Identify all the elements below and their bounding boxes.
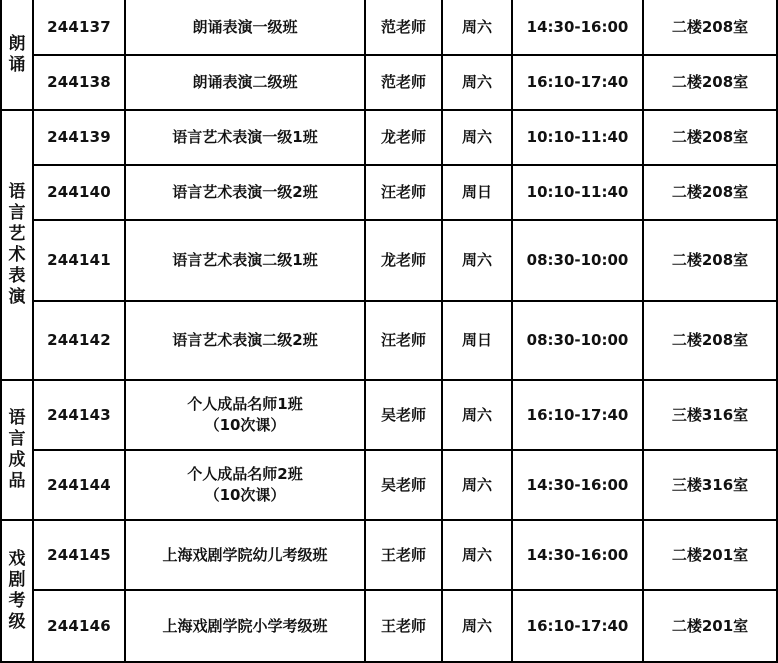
table-row bbox=[1, 380, 777, 450]
teacher: 龙老师 bbox=[365, 110, 442, 165]
room: 二楼208室 bbox=[643, 220, 777, 301]
weekday: 周六 bbox=[442, 220, 512, 301]
time: 16:10-17:40 bbox=[512, 380, 643, 450]
time: 08:30-10:00 bbox=[512, 301, 643, 380]
time: 14:30-16:00 bbox=[512, 520, 643, 590]
weekday: 周六 bbox=[442, 0, 512, 55]
room: 二楼201室 bbox=[643, 590, 777, 662]
teacher: 范老师 bbox=[365, 55, 442, 110]
category-cell bbox=[1, 0, 33, 110]
class-name: 语言艺术表演一级1班 bbox=[125, 110, 365, 165]
weekday: 周六 bbox=[442, 450, 512, 520]
time: 08:30-10:00 bbox=[512, 220, 643, 301]
room: 三楼316室 bbox=[643, 380, 777, 450]
class-name: 朗诵表演二级班 bbox=[125, 55, 365, 110]
table-row bbox=[1, 220, 777, 301]
weekday: 周六 bbox=[442, 55, 512, 110]
room: 二楼208室 bbox=[643, 55, 777, 110]
weekday: 周六 bbox=[442, 520, 512, 590]
table-row bbox=[1, 55, 777, 110]
class-name: 语言艺术表演二级1班 bbox=[125, 220, 365, 301]
weekday: 周六 bbox=[442, 110, 512, 165]
class-code: 244141 bbox=[33, 220, 125, 301]
class-code: 244140 bbox=[33, 165, 125, 220]
class-name: 语言艺术表演二级2班 bbox=[125, 301, 365, 380]
table-row bbox=[1, 301, 777, 380]
category-label: 语言艺术表演 bbox=[8, 182, 26, 307]
table-row bbox=[1, 0, 777, 55]
room: 二楼208室 bbox=[643, 301, 777, 380]
category-label: 朗诵 bbox=[8, 33, 26, 75]
teacher: 吴老师 bbox=[365, 450, 442, 520]
room: 二楼208室 bbox=[643, 110, 777, 165]
teacher: 汪老师 bbox=[365, 165, 442, 220]
class-note: （10次课） bbox=[204, 486, 286, 504]
class-name: 语言艺术表演一级2班 bbox=[125, 165, 365, 220]
teacher: 王老师 bbox=[365, 520, 442, 590]
room: 二楼201室 bbox=[643, 520, 777, 590]
class-code: 244146 bbox=[33, 590, 125, 662]
class-code: 244139 bbox=[33, 110, 125, 165]
class-code: 244142 bbox=[33, 301, 125, 380]
category-cell bbox=[1, 110, 33, 380]
class-code: 244138 bbox=[33, 55, 125, 110]
class-name: 个人成品名师1班 （10次课） bbox=[125, 380, 365, 450]
class-code: 244137 bbox=[33, 0, 125, 55]
category-label: 戏剧考级 bbox=[8, 549, 26, 632]
teacher: 范老师 bbox=[365, 0, 442, 55]
table-row bbox=[1, 110, 777, 165]
teacher: 汪老师 bbox=[365, 301, 442, 380]
table-row bbox=[1, 520, 777, 590]
time: 14:30-16:00 bbox=[512, 0, 643, 55]
table-row bbox=[1, 590, 777, 662]
category-cell bbox=[1, 380, 33, 520]
time: 16:10-17:40 bbox=[512, 55, 643, 110]
table-row bbox=[1, 450, 777, 520]
time: 10:10-11:40 bbox=[512, 165, 643, 220]
teacher: 王老师 bbox=[365, 590, 442, 662]
class-name: 朗诵表演一级班 bbox=[125, 0, 365, 55]
class-note: （10次课） bbox=[204, 416, 286, 434]
class-name: 上海戏剧学院小学考级班 bbox=[125, 590, 365, 662]
weekday: 周六 bbox=[442, 380, 512, 450]
room: 三楼316室 bbox=[643, 450, 777, 520]
room: 二楼208室 bbox=[643, 165, 777, 220]
weekday: 周六 bbox=[442, 590, 512, 662]
time: 14:30-16:00 bbox=[512, 450, 643, 520]
weekday: 周日 bbox=[442, 165, 512, 220]
class-name: 上海戏剧学院幼儿考级班 bbox=[125, 520, 365, 590]
category-cell bbox=[1, 520, 33, 662]
teacher: 龙老师 bbox=[365, 220, 442, 301]
class-name: 个人成品名师2班 （10次课） bbox=[125, 450, 365, 520]
class-code: 244144 bbox=[33, 450, 125, 520]
time: 16:10-17:40 bbox=[512, 590, 643, 662]
category-label: 语言成品 bbox=[8, 408, 26, 491]
time: 10:10-11:40 bbox=[512, 110, 643, 165]
class-code: 244145 bbox=[33, 520, 125, 590]
weekday: 周日 bbox=[442, 301, 512, 380]
table-row bbox=[1, 165, 777, 220]
class-code: 244143 bbox=[33, 380, 125, 450]
teacher: 吴老师 bbox=[365, 380, 442, 450]
room: 二楼208室 bbox=[643, 0, 777, 55]
